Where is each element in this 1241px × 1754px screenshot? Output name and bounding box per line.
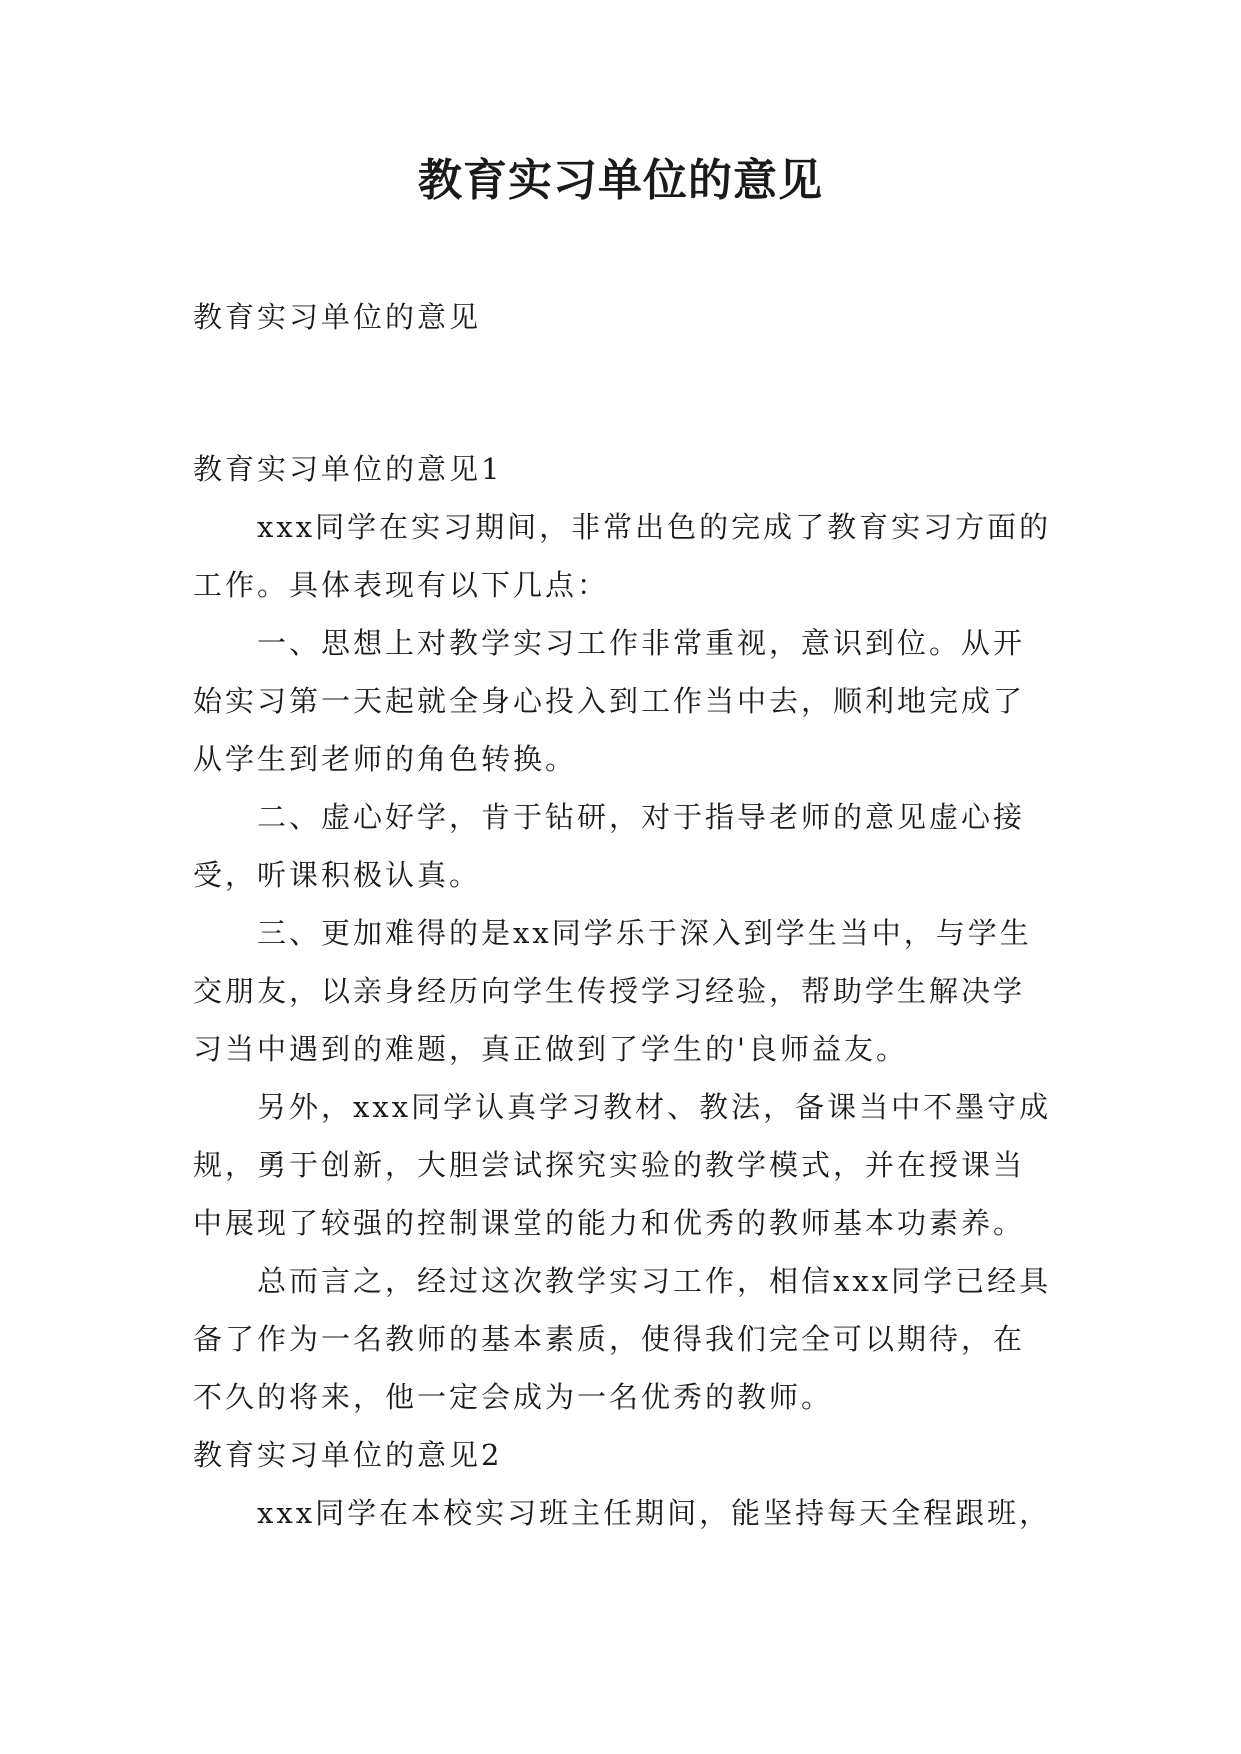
paragraph: 三、更加难得的是xx同学乐于深入到学生当中，与学生交朋友，以亲身经历向学生传授学习经验，帮助学生解决学习当中遇到的难题，真正做到了学生的'良师益友。 — [193, 916, 1032, 1066]
section-heading: 教育实习单位的意见1 — [193, 452, 503, 486]
document-title: 教育实习单位的意见 — [418, 155, 823, 206]
paragraph: 一、思想上对教学实习工作非常重视，意识到位。从开始实习第一天起就全身心投入到工作当中去，顺利地完成了从学生到老师的角色转换。 — [193, 626, 1026, 776]
paragraph: 总而言之，经过这次教学实习工作，相信xxx同学已经具备了作为一名教师的基本素质，使得我们完全可以期待，在不久的将来，他一定会成为一名优秀的教师。 — [193, 1264, 1052, 1414]
section-heading: 教育实习单位的意见2 — [193, 1438, 503, 1472]
paragraph: xxx同学在本校实习班主任期间，能坚持每天全程跟班， — [257, 1496, 1052, 1530]
section-1 — [193, 440, 1055, 1426]
section-2 — [193, 1426, 1055, 1542]
document-body — [193, 288, 1055, 1542]
paragraph: 另外，xxx同学认真学习教材、教法，备课当中不墨守成规，勇于创新，大胆尝试探究实验的教学模式，并在授课当中展现了较强的控制课堂的能力和优秀的教师基本功素养。 — [193, 1090, 1052, 1240]
document-subtitle: 教育实习单位的意见 — [193, 300, 482, 334]
paragraph: xxx同学在实习期间，非常出色的完成了教育实习方面的工作。具体表现有以下几点： — [193, 510, 1052, 602]
paragraph: 二、虚心好学，肯于钻研，对于指导老师的意见虚心接受，听课积极认真。 — [193, 800, 1026, 892]
